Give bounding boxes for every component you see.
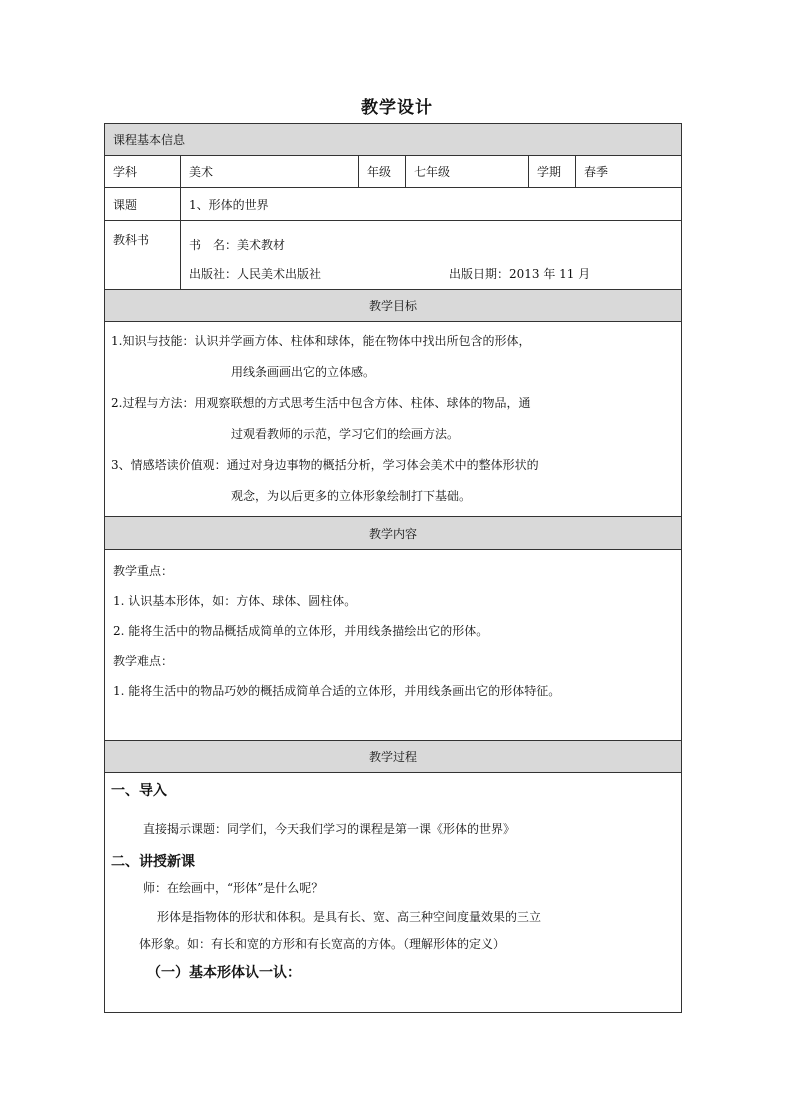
goals-list xyxy=(105,322,682,517)
textbook-publisher-line xyxy=(189,260,681,289)
textbook-date: 出版日期：2013 年 11 月 xyxy=(449,267,591,281)
textbook-row xyxy=(105,221,682,290)
key-point-1: 1. 认识基本形体，如：方体、球体、圆柱体。 xyxy=(113,594,357,608)
goal-item-3-cont: 观念，为以后更多的立体形象绘制打下基础。 xyxy=(231,489,472,503)
content-body xyxy=(105,550,682,741)
subsection-basic-forms-title: （一）基本形体认一认： xyxy=(147,965,301,981)
form-definition-line1: 形体是指物体的形状和体积。是具有长、宽、高三种空间度量效果的三立 xyxy=(157,910,542,924)
process-header: 教学过程 xyxy=(105,741,682,773)
basic-info-header: 课程基本信息 xyxy=(105,124,682,156)
goal-item-2-cont: 过观看教师的示范，学习它们的绘画方法。 xyxy=(231,427,460,441)
grade-label: 年级 xyxy=(359,156,406,188)
goals-header: 教学目标 xyxy=(105,290,682,322)
goals-row xyxy=(105,322,682,517)
subject-value: 美术 xyxy=(181,156,359,188)
section-intro-title: 一、导入 xyxy=(111,783,167,799)
content-row xyxy=(105,550,682,741)
content-header: 教学内容 xyxy=(105,517,682,550)
section-intro-text: 直接揭示课题：同学们，今天我们学习的课程是第一课《形体的世界》 xyxy=(143,822,516,836)
subject-label: 学科 xyxy=(105,156,181,188)
document-title: 教学设计 xyxy=(361,98,433,118)
term-value: 春季 xyxy=(576,156,682,188)
goal-item-3: 3、情感塔读价值观：通过对身边事物的概括分析，学习体会美术中的整体形状的 xyxy=(111,458,539,472)
grade-value: 七年级 xyxy=(406,156,529,188)
section-new-lesson-title: 二、讲授新课 xyxy=(111,854,195,870)
process-header-row xyxy=(105,741,682,773)
term-label: 学期 xyxy=(529,156,576,188)
difficulty-label: 教学难点： xyxy=(113,654,174,668)
goal-item-1: 1.知识与技能：认识并学画方体、柱体和球体，能在物体中找出所包含的形体， xyxy=(111,334,531,348)
difficulty-1: 1. 能将生活中的物品巧妙的概括成简单合适的立体形，并用线条画出它的形体特征。 xyxy=(113,684,561,698)
topic-row xyxy=(105,188,682,221)
textbook-publisher: 出版社：人民美术出版社 xyxy=(189,267,322,281)
process-row xyxy=(105,773,682,1013)
content-header-row xyxy=(105,517,682,550)
goal-item-1-cont: 用线条画画出它的立体感。 xyxy=(231,365,376,379)
section-new-lesson-question: 师：在绘画中，“形体”是什么呢？ xyxy=(143,881,324,895)
goals-header-row xyxy=(105,290,682,322)
form-definition-line2: 体形象。如：有长和宽的方形和有长宽高的方体。（理解形体的定义） xyxy=(139,937,506,951)
key-points-label: 教学重点： xyxy=(113,564,174,578)
textbook-info xyxy=(181,221,682,290)
key-point-2: 2. 能将生活中的物品概括成简单的立体形，并用线条描绘出它的形体。 xyxy=(113,624,489,638)
topic-label: 课题 xyxy=(105,188,181,221)
subject-row xyxy=(105,156,682,188)
textbook-name: 书 名：美术教材 xyxy=(189,238,286,252)
process-body xyxy=(105,773,682,1013)
basic-info-header-row xyxy=(105,124,682,156)
textbook-label: 教科书 xyxy=(105,221,181,290)
goal-item-2: 2.过程与方法：用观察联想的方式思考生活中包含方体、柱体、球体的物品，通 xyxy=(111,396,531,410)
topic-value: 1、形体的世界 xyxy=(181,188,682,221)
lesson-plan-table xyxy=(104,123,682,1013)
